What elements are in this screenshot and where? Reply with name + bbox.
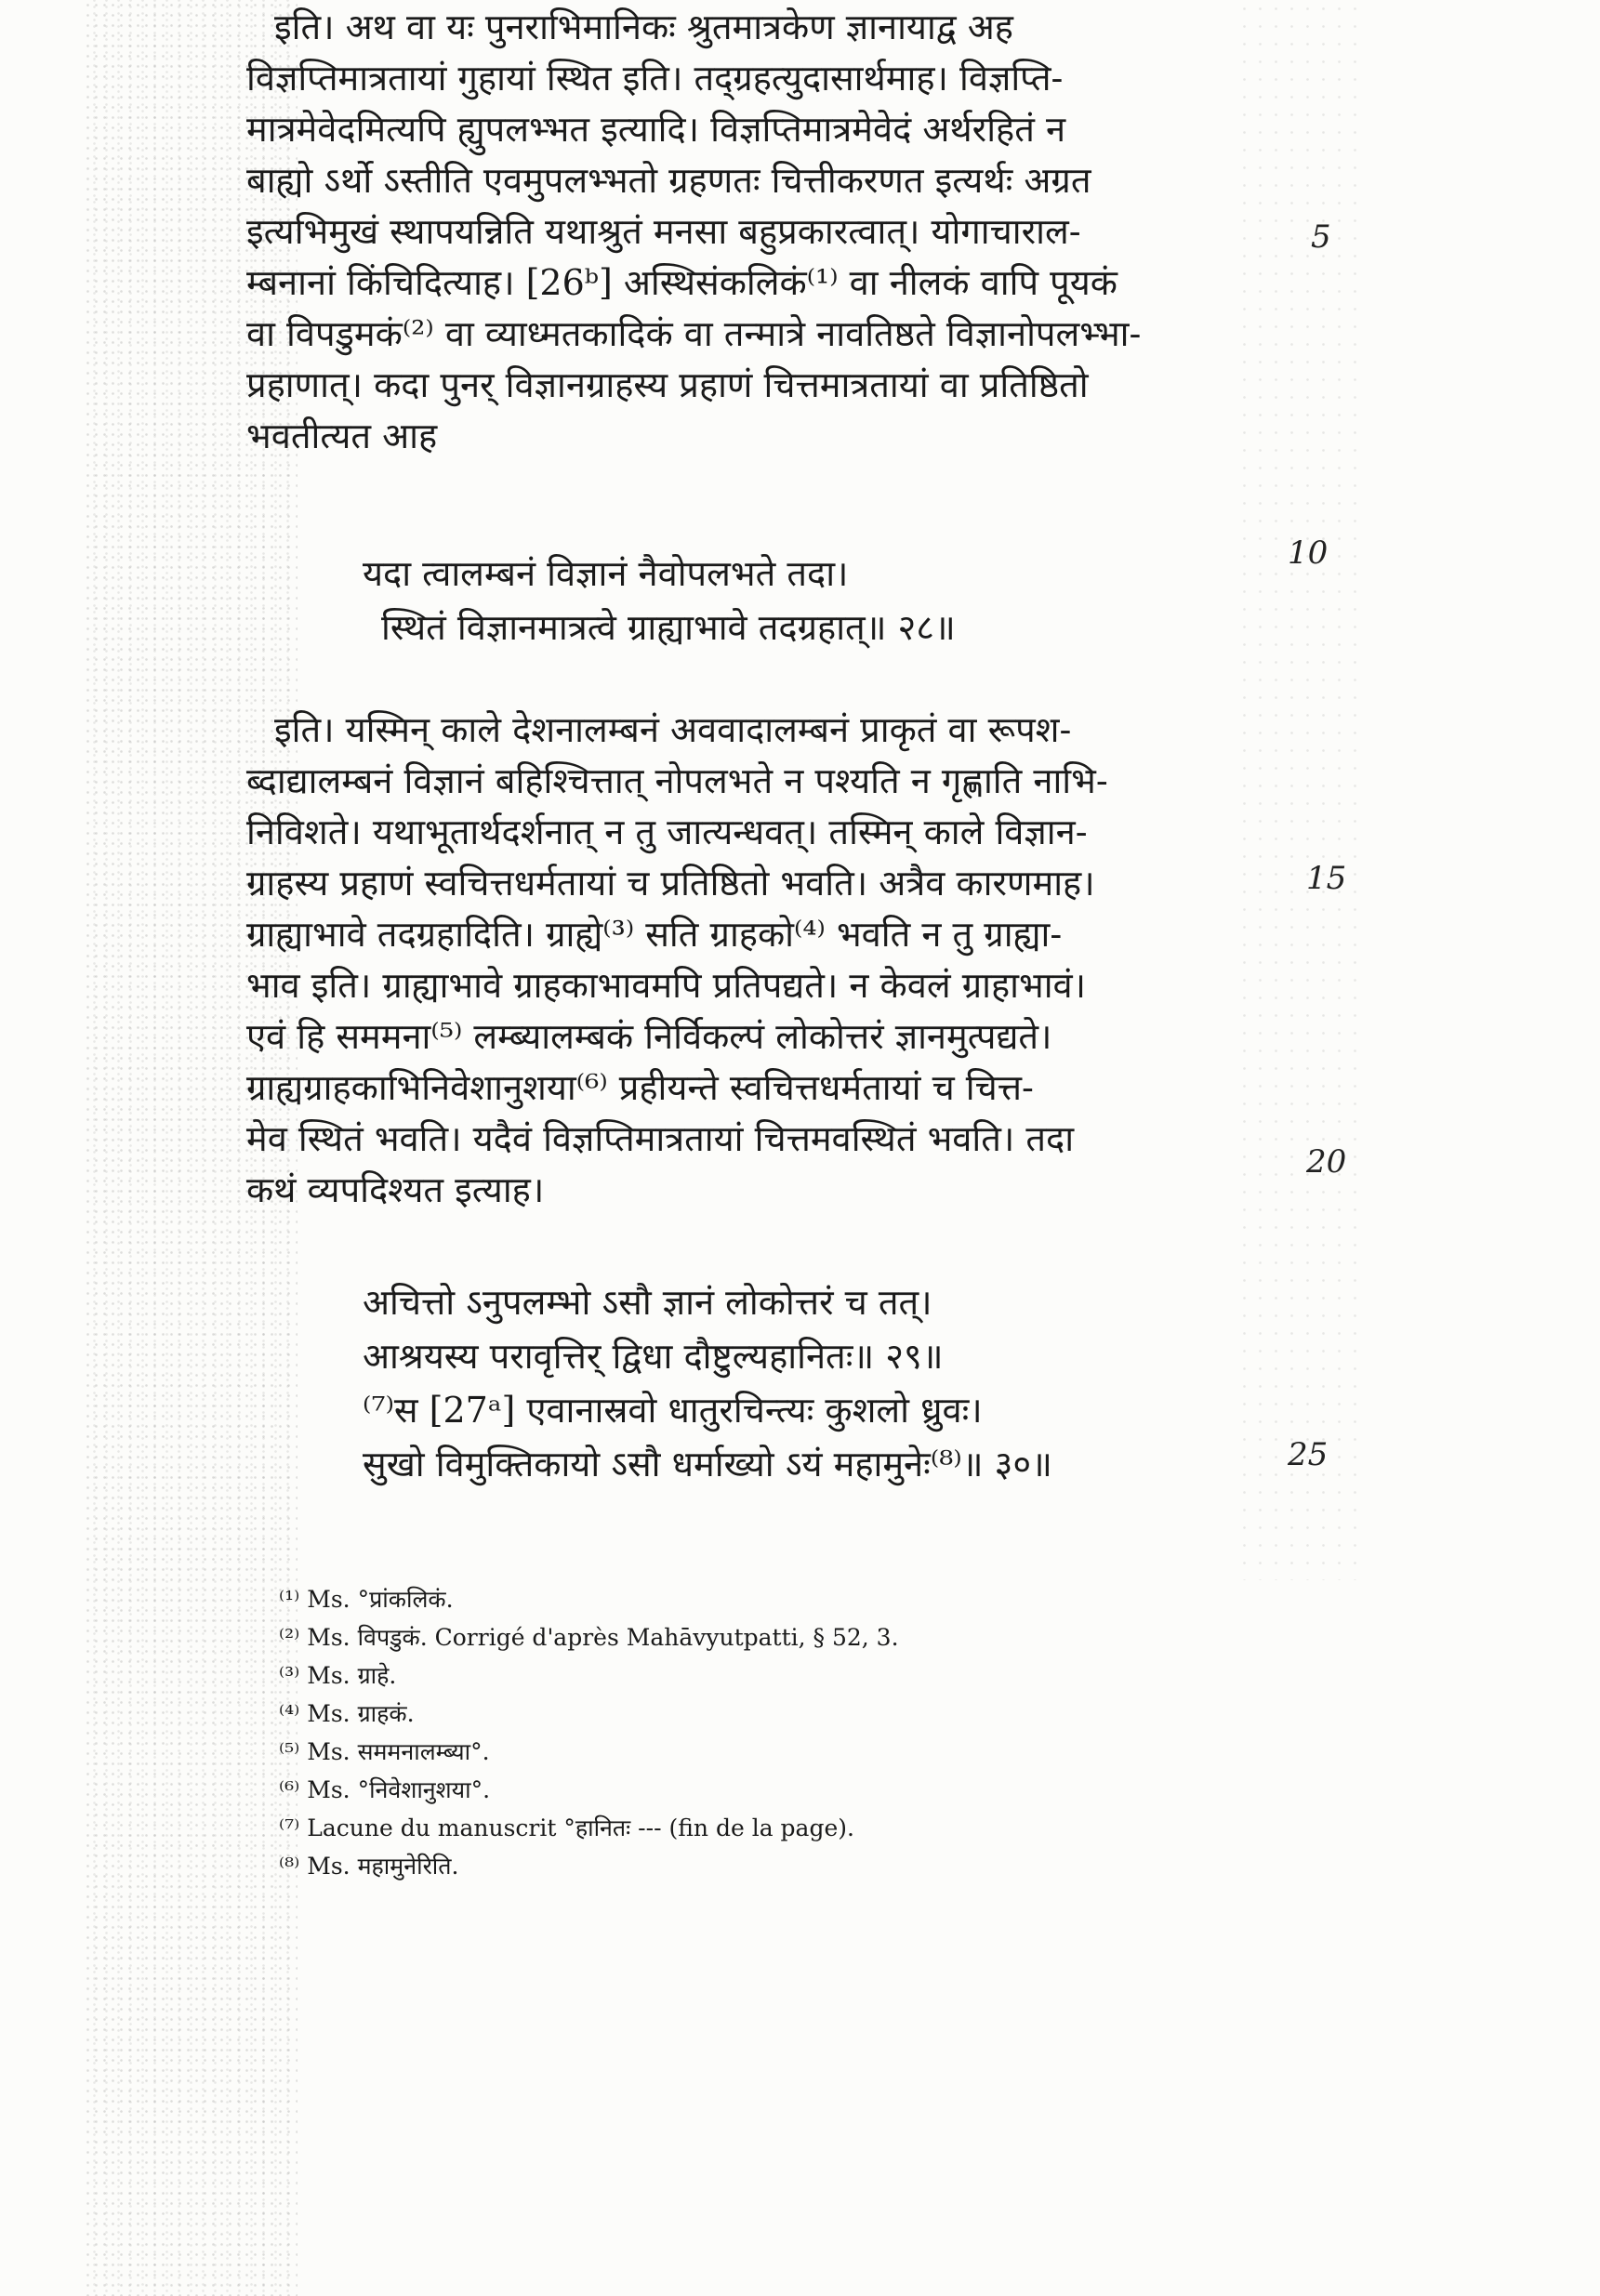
verse-line: आश्रयस्य परावृत्तिर् द्विधा दौष्टुल्यहानितः॥ २९॥ [363, 1336, 944, 1377]
footnote: ⁽³⁾ Ms. ग्राहे. [279, 1662, 397, 1689]
margin-line-number: 15 [1306, 860, 1347, 897]
footnote: ⁽⁶⁾ Ms. °निवेशानुशया°. [279, 1776, 491, 1803]
text-line: मेव स्थितं भवति। यदैवं विज्ञप्तिमात्रतायां चित्तमवस्थितं भवति। तदा [246, 1118, 1075, 1159]
footnote: ⁽²⁾ Ms. विपडुकं. Corrigé d'après Mahāvyutpatti, § 52, 3. [279, 1624, 899, 1651]
verse-line: अचित्तो ऽनुपलम्भो ऽसौ ज्ञानं लोकोत्तरं च तत्। [363, 1282, 932, 1323]
text-line: प्रहाणात्। कदा पुनर् विज्ञानग्राहस्य प्रहाणं चित्तमात्रतायां वा प्रतिष्ठितो [246, 364, 1089, 405]
text-line: निविशते। यथाभूतार्थदर्शनात् न तु जात्यन्धवत्। तस्मिन् काले विज्ञान- [246, 812, 1088, 852]
footnote: ⁽⁴⁾ Ms. ग्राहकं. [279, 1700, 415, 1727]
text-line: ग्राह्याभावे तदग्रहादिति। ग्राह्ये⁽³⁾ सति ग्राहको⁽⁴⁾ भवति न तु ग्राह्या- [246, 914, 1063, 955]
text-line: इत्यभिमुखं स्थापयन्निति यथाश्रुतं मनसा बहुप्रकारत्वात्। योगाचाराल- [246, 211, 1081, 252]
verse-line: यदा त्वालम्बनं विज्ञानं नैवोपलभते तदा। [363, 553, 849, 594]
margin-line-number: 20 [1306, 1143, 1347, 1181]
text-line: इति। यस्मिन् काले देशनालम्बनं अववादालम्बनं प्राकृतं वा रूपश- [274, 709, 1072, 750]
paragraph-2 [246, 705, 1302, 1216]
margin-line-number: 5 [1311, 218, 1331, 256]
verse-28 [363, 547, 1418, 654]
text-line: कथं व्यपदिश्यत इत्याह। [246, 1169, 545, 1210]
text-line: म्बनानां किंचिदित्याह। [26ᵇ] अस्थिसंकलिकं⁽¹⁾ वा नीलकं वापि पूयकं [246, 262, 1117, 303]
footnote: ⁽¹⁾ Ms. °प्रांकलिकं. [279, 1586, 454, 1613]
footnote: ⁽⁷⁾ Lacune du manuscrit °हानितः --- (fin de la page). [279, 1814, 854, 1841]
footnote: ⁽⁵⁾ Ms. सममनालम्ब्या°. [279, 1738, 490, 1765]
footnotes [279, 1580, 1116, 1885]
text-line: मात्रमेवेदमित्यपि ह्युपलभ्भत इत्यादि। विज्ञप्तिमात्रमेवेदं अर्थरहितं न [246, 109, 1066, 150]
text-line: इति। अथ वा यः पुनराभिमानिकः श्रुतमात्रकेण ज्ञानायाद्व अह [274, 7, 1013, 47]
footnote: ⁽⁸⁾ Ms. महामुनेरिति. [279, 1853, 459, 1880]
text-line: वा विपडुमकं⁽²⁾ वा व्याध्मतकादिकं वा तन्मात्रे नावतिष्ठते विज्ञानोपलभ्भा- [246, 313, 1142, 354]
text-line: ग्राह्यग्राहकाभिनिवेशानुशया⁽⁶⁾ प्रहीयन्ते स्वचित्तधर्मतायां च चित्त- [246, 1067, 1034, 1108]
text-line: बाह्यो ऽर्थो ऽस्तीति एवमुपलभ्भतो ग्रहणतः चित्तीकरणत इत्यर्थः अग्रत [246, 160, 1091, 201]
text-line: भवतीत्यत आह [246, 416, 438, 456]
verse-line: सुखो विमुक्तिकायो ऽसौ धर्माख्यो ऽयं महामुनेः⁽⁸⁾॥ ३०॥ [363, 1444, 1052, 1484]
margin-line-number: 10 [1288, 534, 1329, 572]
text-line: ग्राहस्य प्रहाणं स्वचित्तधर्मतायां च प्रतिष्ठितो भवति। अत्रैव कारणमाह। [246, 863, 1095, 904]
text-line: ब्दाद्यालम्बनं विज्ञानं बहिश्चित्तात् नोपलभते न पश्यति न गृह्णाति नाभि- [246, 760, 1108, 801]
text-line: एवं हि सममना⁽⁵⁾ लम्ब्यालम्बकं निर्विकल्पं लोकोत्तरं ज्ञानमुत्पद्यते। [246, 1016, 1052, 1057]
verses-29-30 [363, 1275, 1418, 1491]
verse-line: ⁽⁷⁾स [27ᵃ] एवानास्रवो धातुरचिन्त्यः कुशलो ध्रुवः। [363, 1390, 983, 1431]
text-line: भाव इति। ग्राह्याभावे ग्राहकाभावमपि प्रतिपद्यते। न केवलं ग्राहाभावं। [246, 965, 1087, 1006]
paragraph-1 [246, 2, 1302, 462]
margin-line-number: 25 [1288, 1436, 1329, 1473]
text-line: विज्ञप्तिमात्रतायां गुहायां स्थित इति। तद्ग्रहत्युदासार्थमाह। विज्ञप्ति- [246, 58, 1064, 99]
verse-line: स्थितं विज्ञानमात्रत्वे ग्राह्याभावे तदग्रहात्॥ २८॥ [381, 607, 956, 648]
